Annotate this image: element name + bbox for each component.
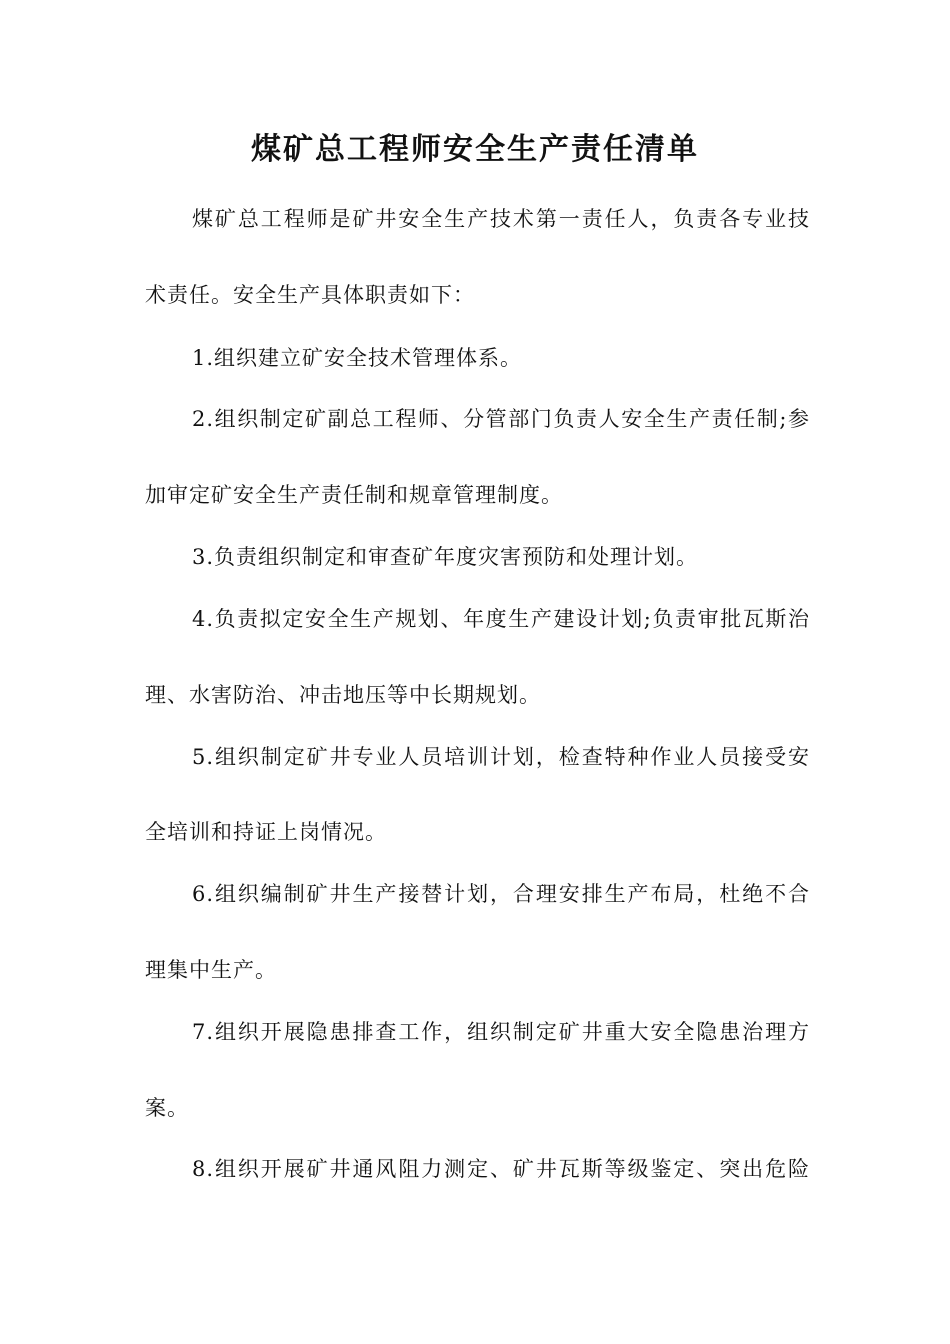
list-item-7-line-1: 7.组织开展隐患排查工作，组织制定矿井重大安全隐患治理方 — [192, 1020, 810, 1044]
paragraph-line-intro-2: 术责任。安全生产具体职责如下： — [145, 283, 475, 307]
list-item-8-line-1: 8.组织开展矿井通风阻力测定、矿井瓦斯等级鉴定、突出危险 — [192, 1157, 810, 1181]
list-item-5-line-2: 全培训和持证上岗情况。 — [145, 820, 387, 844]
list-item-5-line-1: 5.组织制定矿井专业人员培训计划，检查特种作业人员接受安 — [192, 745, 810, 769]
paragraph-line-intro-1: 煤矿总工程师是矿井安全生产技术第一责任人，负责各专业技 — [192, 207, 810, 231]
list-item-2-line-2: 加审定矿安全生产责任制和规章管理制度。 — [145, 483, 563, 507]
list-item-1: 1.组织建立矿安全技术管理体系。 — [192, 346, 523, 370]
list-item-7-line-2: 案。 — [145, 1096, 189, 1120]
list-item-4-line-1: 4.负责拟定安全生产规划、年度生产建设计划;负责审批瓦斯治 — [192, 607, 810, 631]
list-item-4-line-2: 理、水害防治、冲击地压等中长期规划。 — [145, 683, 541, 707]
list-item-6-line-2: 理集中生产。 — [145, 958, 277, 982]
list-item-3: 3.负责组织制定和审查矿年度灾害预防和处理计划。 — [192, 545, 699, 569]
list-item-6-line-1: 6.组织编制矿井生产接替计划，合理安排生产布局，杜绝不合 — [192, 882, 810, 906]
document-title: 煤矿总工程师安全生产责任清单 — [251, 132, 699, 167]
list-item-2-line-1: 2.组织制定矿副总工程师、分管部门负责人安全生产责任制;参 — [192, 407, 810, 431]
